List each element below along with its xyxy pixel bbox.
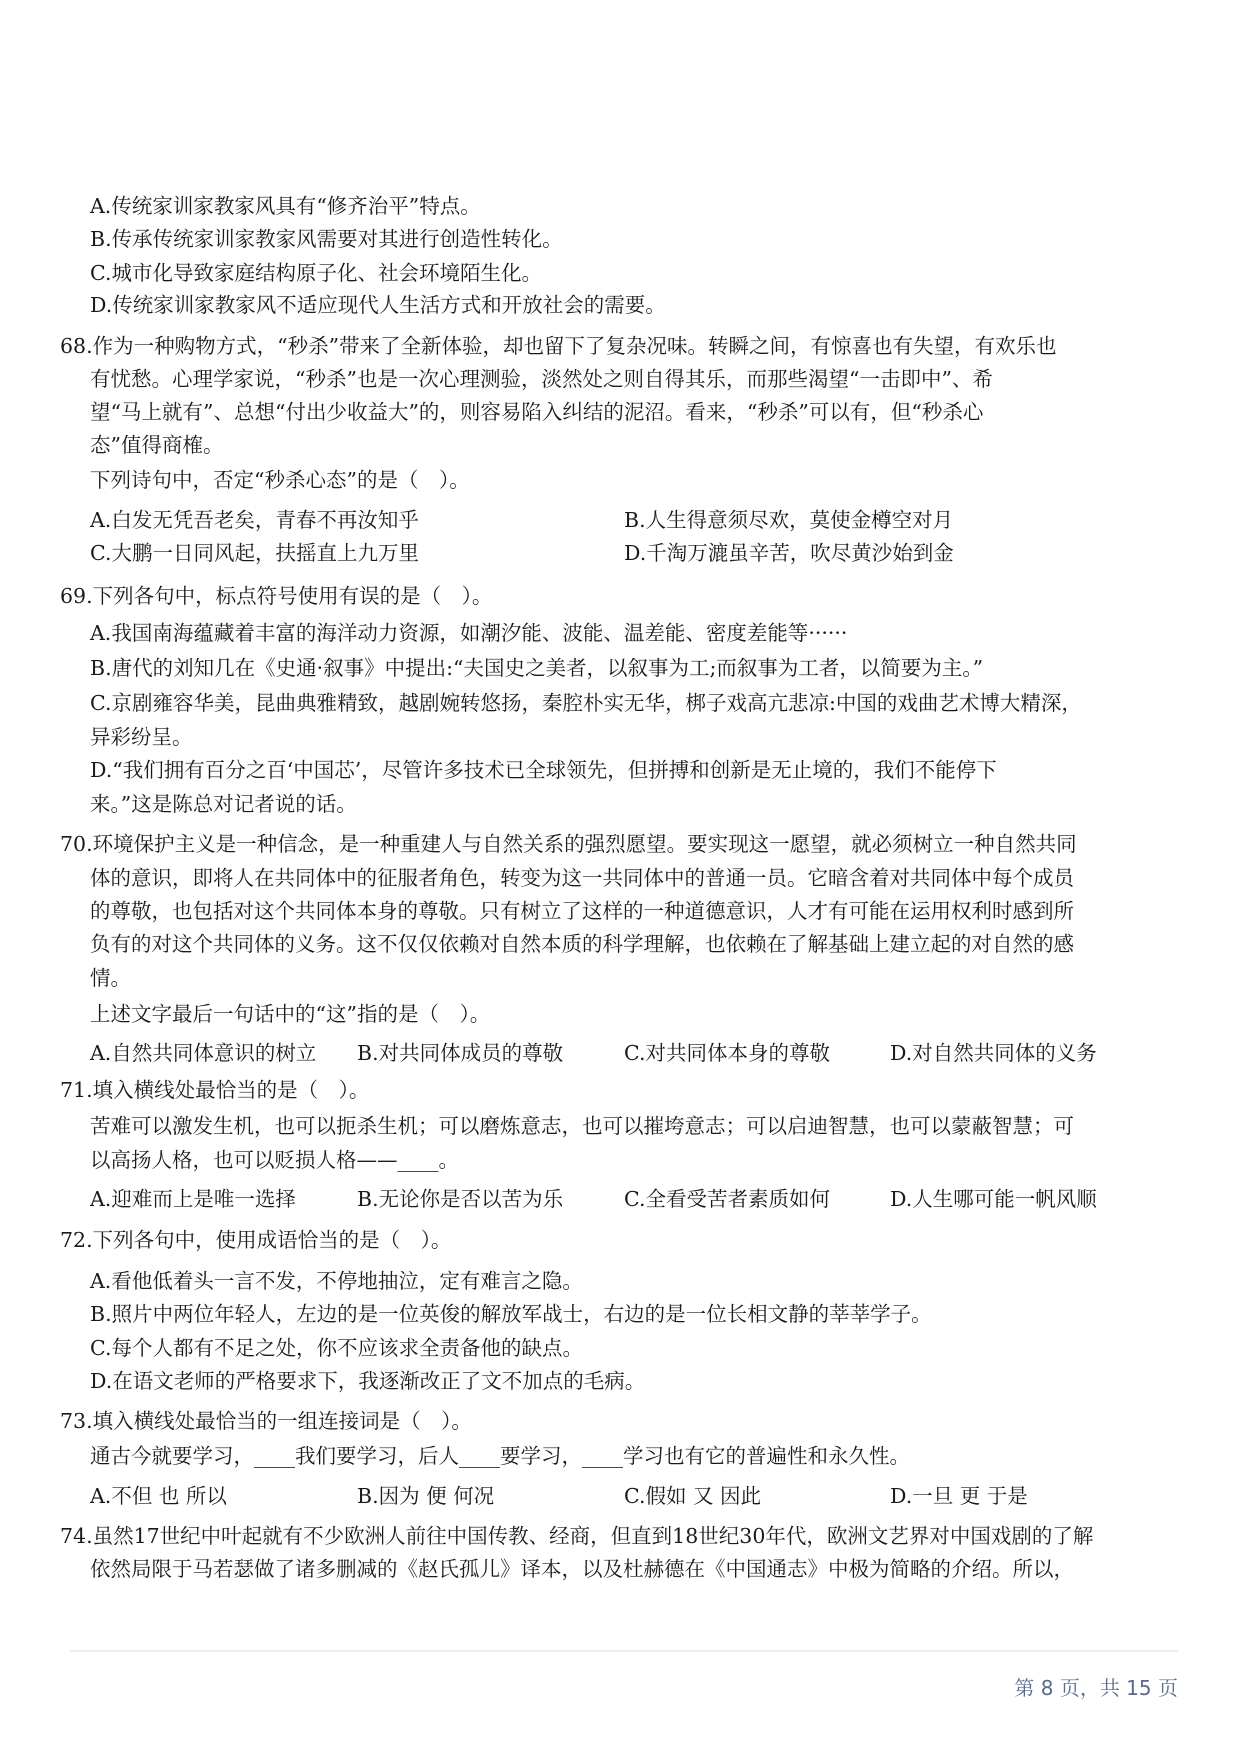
question-stem: 情。 [90,966,131,990]
question-prompt: 下列诗句中，否定“秒杀心态”的是（ ）。 [90,468,470,492]
option-d: D.对自然共同体的义务 [890,1041,1097,1065]
question-stem: 态”值得商榷。 [90,433,224,457]
option-a: A.传统家训家教家风具有“修齐治平”特点。 [90,194,481,218]
footer-divider [70,1650,1178,1652]
option-c: C.城市化导致家庭结构原子化、社会环境陌生化。 [90,261,542,285]
option-c: C.假如 又 因此 [624,1484,762,1508]
question-stem: 71.填入横线处最恰当的是（ ）。 [60,1078,370,1102]
option-d: D.人生哪可能一帆风顺 [890,1187,1097,1211]
option-b: B.因为 便 何况 [357,1484,495,1508]
option-c: C.京剧雍容华美，昆曲典雅精致，越剧婉转悠扬，秦腔朴实无华，梆子戏高亢悲凉:中国的戏曲艺术博大精深， [90,691,1082,715]
question-stem: 74.虽然17世纪中叶起就有不少欧洲人前往中国传教、经商，但直到18世纪30年代，欧洲文艺界对中国戏剧的了解 [60,1524,1094,1548]
question-stem: 通古今就要学习，____我们要学习，后人____要学习，____学习也有它的普遍性和永久性。 [90,1444,910,1468]
option-c: C.对共同体本身的尊敬 [624,1041,830,1065]
option-a: A.白发无凭吾老矣，青春不再汝知乎 [90,508,419,532]
option-a: A.我国南海蕴藏着丰富的海洋动力资源，如潮汐能、波能、温差能、密度差能等······ [90,621,848,645]
question-stem: 苦难可以激发生机，也可以扼杀生机；可以磨炼意志，也可以摧垮意志；可以启迪智慧，也可以蒙蔽智慧；可 [90,1114,1074,1138]
option-d: D.“我们拥有百分之百‘中国芯’，尽管许多技术已全球领先，但拼搏和创新是无止境的，我们不能停下 [90,758,997,782]
option-c: C.全看受苦者素质如何 [624,1187,830,1211]
question-stem: 69.下列各句中，标点符号使用有误的是（ ）。 [60,584,493,608]
option-a: A.看他低着头一言不发，不停地抽泣，定有难言之隐。 [90,1269,583,1293]
option-b: B.唐代的刘知几在《史通·叙事》中提出:“夫国史之美者，以叙事为工;而叙事为工者，以简要为主。” [90,656,984,680]
option-c: C.每个人都有不足之处，你不应该求全责备他的缺点。 [90,1336,583,1360]
question-stem: 70.环境保护主义是一种信念，是一种重建人与自然关系的强烈愿望。要实现这一愿望，就必须树立一种自然共同 [60,832,1077,856]
question-prompt: 上述文字最后一句话中的“这”指的是（ ）。 [90,1002,491,1026]
question-stem: 望“马上就有”、总想“付出少收益大”的，则容易陷入纠结的泥沼。看来，“秒杀”可以有，但“秒杀心 [90,400,984,424]
option-d-cont: 来。”这是陈总对记者说的话。 [90,792,357,816]
question-stem: 依然局限于马若瑟做了诸多删减的《赵氏孤儿》译本，以及杜赫德在《中国通志》中极为简略的介绍。所以， [90,1557,1074,1581]
option-a: A.自然共同体意识的树立 [90,1041,317,1065]
option-b: B.照片中两位年轻人，左边的是一位英俊的解放军战士，右边的是一位长相文静的莘莘学子。 [90,1302,932,1326]
option-d: D.一旦 更 于是 [890,1484,1028,1508]
option-b: B.传承传统家训家教家风需要对其进行创造性转化。 [90,227,563,251]
option-d: D.千淘万漉虽辛苦，吹尽黄沙始到金 [624,541,954,565]
option-c-cont: 异彩纷呈。 [90,725,193,749]
question-stem: 68.作为一种购物方式，“秒杀”带来了全新体验，却也留下了复杂况味。转瞬之间，有惊喜也有失望，有欢乐也 [60,334,1057,358]
option-d: D.在语文老师的严格要求下，我逐渐改正了文不加点的毛病。 [90,1369,646,1393]
question-stem: 73.填入横线处最恰当的一组连接词是（ ）。 [60,1409,472,1433]
option-b: B.人生得意须尽欢，莫使金樽空对月 [624,508,954,532]
question-stem: 有忧愁。心理学家说，“秒杀”也是一次心理测验，淡然处之则自得其乐，而那些渴望“一击即中”、希 [90,367,993,391]
page-number: 第 8 页，共 15 页 [1014,1676,1178,1700]
option-a: A.不但 也 所以 [90,1484,227,1508]
option-c: C.大鹏一日同风起，扶摇直上九万里 [90,541,419,565]
question-stem: 负有的对这个共同体的义务。这不仅仅依赖对自然本质的科学理解，也依赖在了解基础上建立起的对自然的感 [90,932,1074,956]
option-a: A.迎难而上是唯一选择 [90,1187,296,1211]
option-d: D.传统家训家教家风不适应现代人生活方式和开放社会的需要。 [90,293,666,317]
question-stem: 体的意识，即将人在共同体中的征服者角色，转变为这一共同体中的普通一员。它暗含着对共同体中每个成员 [90,866,1074,890]
question-stem: 72.下列各句中，使用成语恰当的是（ ）。 [60,1228,452,1252]
option-b: B.无论你是否以苦为乐 [357,1187,564,1211]
question-stem: 以高扬人格，也可以贬损人格——____。 [90,1148,459,1172]
option-b: B.对共同体成员的尊敬 [357,1041,564,1065]
question-stem: 的尊敬，也包括对这个共同体本身的尊敬。只有树立了这样的一种道德意识，人才有可能在运用权利时感到所 [90,899,1074,923]
